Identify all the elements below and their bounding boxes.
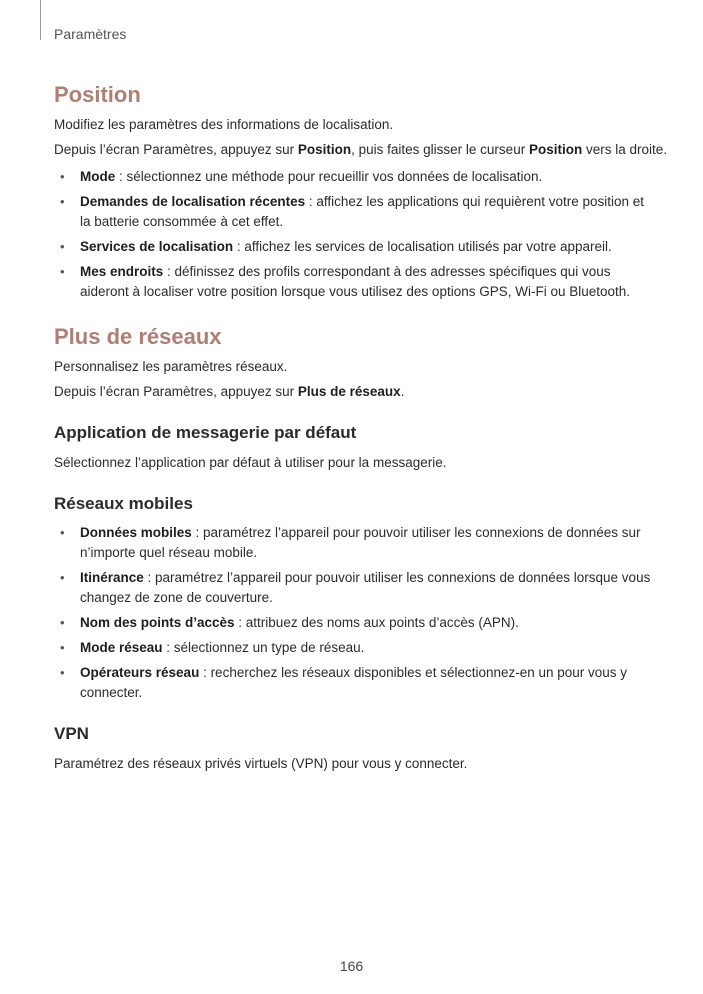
list-item: [54, 523, 654, 563]
bullet-text: : paramétrez l’appareil pour pouvoir utiliser les connexions de données sur n’importe quel réseau mobile.: [80, 525, 641, 560]
list-item: [54, 167, 654, 187]
bullet-term: Nom des points d’accès: [80, 615, 235, 630]
position-instruction-part2: , puis faites glisser le curseur: [351, 142, 529, 157]
bullet-text: : affichez les services de localisation utilisés par votre appareil.: [233, 239, 612, 254]
position-instruction: [54, 137, 667, 162]
bullet-dot: •: [60, 169, 65, 184]
mobile-networks-title: Réseaux mobiles: [54, 494, 193, 513]
bullet-term: Itinérance: [80, 570, 144, 585]
bullet-text: : recherchez les réseaux disponibles et sélectionnez-en un pour vous y connecter.: [80, 665, 628, 700]
bullet-dot: •: [60, 239, 65, 254]
vpn-title: VPN: [54, 724, 89, 743]
bullet-dot: •: [60, 640, 65, 655]
bullet-term: Mode: [80, 169, 116, 184]
list-item: [54, 262, 654, 302]
bullet-dot: •: [60, 570, 65, 585]
more-networks-intro: Personnalisez les paramètres réseaux.: [54, 359, 288, 374]
messaging-title: Application de messagerie par défaut: [54, 423, 357, 442]
running-head: Paramètres: [54, 26, 127, 42]
bullet-text: : définissez des profils correspondant à des adresses spécifiques qui vous aideront à localiser votre position lorsque vous utilisez des options GPS, Wi-Fi ou Bluetooth.: [80, 264, 631, 299]
bullet-text: : affichez les applications qui requièrent votre position et la batterie consommée à cet effet.: [80, 194, 645, 229]
bullet-dot: •: [60, 665, 65, 680]
list-item: [54, 237, 654, 257]
bullet-term: Demandes de localisation récentes: [80, 194, 306, 209]
more-networks-instruction: [54, 379, 654, 404]
more-networks-instruction-part2: .: [400, 384, 405, 399]
bullet-dot: •: [60, 525, 65, 540]
bullet-dot: •: [60, 264, 65, 279]
position-instruction-part3: vers la droite.: [582, 142, 667, 157]
list-item: [54, 638, 654, 658]
bullet-text: : attribuez des noms aux points d’accès (APN).: [234, 615, 519, 630]
header-rule: [40, 0, 41, 40]
bullet-dot: •: [60, 615, 65, 630]
bullet-term: Données mobiles: [80, 525, 192, 540]
bullet-text: : paramétrez l’appareil pour pouvoir utiliser les connexions de données lorsque vous changez de zone de couverture.: [80, 570, 651, 605]
page-number: 166: [339, 958, 364, 974]
list-item: [54, 192, 654, 232]
position-title: Position: [54, 82, 141, 107]
bullet-term: Mode réseau: [80, 640, 163, 655]
position-bullet-list: [54, 167, 654, 302]
bullet-dot: •: [60, 194, 65, 209]
bullet-term: Services de localisation: [80, 239, 234, 254]
page-content: [54, 80, 667, 776]
position-instruction-part1: Depuis l’écran Paramètres, appuyez sur: [54, 142, 298, 157]
bullet-term: Mes endroits: [80, 264, 164, 279]
more-networks-instruction-bold1: Plus de réseaux: [297, 384, 401, 399]
bullet-text: : sélectionnez une méthode pour recueillir vos données de localisation.: [115, 169, 543, 184]
position-intro: Modifiez les paramètres des informations de localisation.: [54, 117, 394, 132]
more-networks-instruction-part1: Depuis l’écran Paramètres, appuyez sur: [54, 384, 298, 399]
mobile-networks-bullet-list: [54, 523, 654, 703]
bullet-text: : sélectionnez un type de réseau.: [162, 640, 365, 655]
more-networks-title: Plus de réseaux: [54, 324, 222, 349]
vpn-text: Paramétrez des réseaux privés virtuels (VPN) pour vous y connecter.: [54, 756, 468, 771]
position-instruction-bold2: Position: [528, 142, 583, 157]
messaging-text: Sélectionnez l’application par défaut à utiliser pour la messagerie.: [54, 455, 447, 470]
bullet-term: Opérateurs réseau: [80, 665, 200, 680]
list-item: [54, 613, 654, 633]
list-item: [54, 663, 654, 703]
position-instruction-bold1: Position: [297, 142, 352, 157]
list-item: [54, 568, 654, 608]
